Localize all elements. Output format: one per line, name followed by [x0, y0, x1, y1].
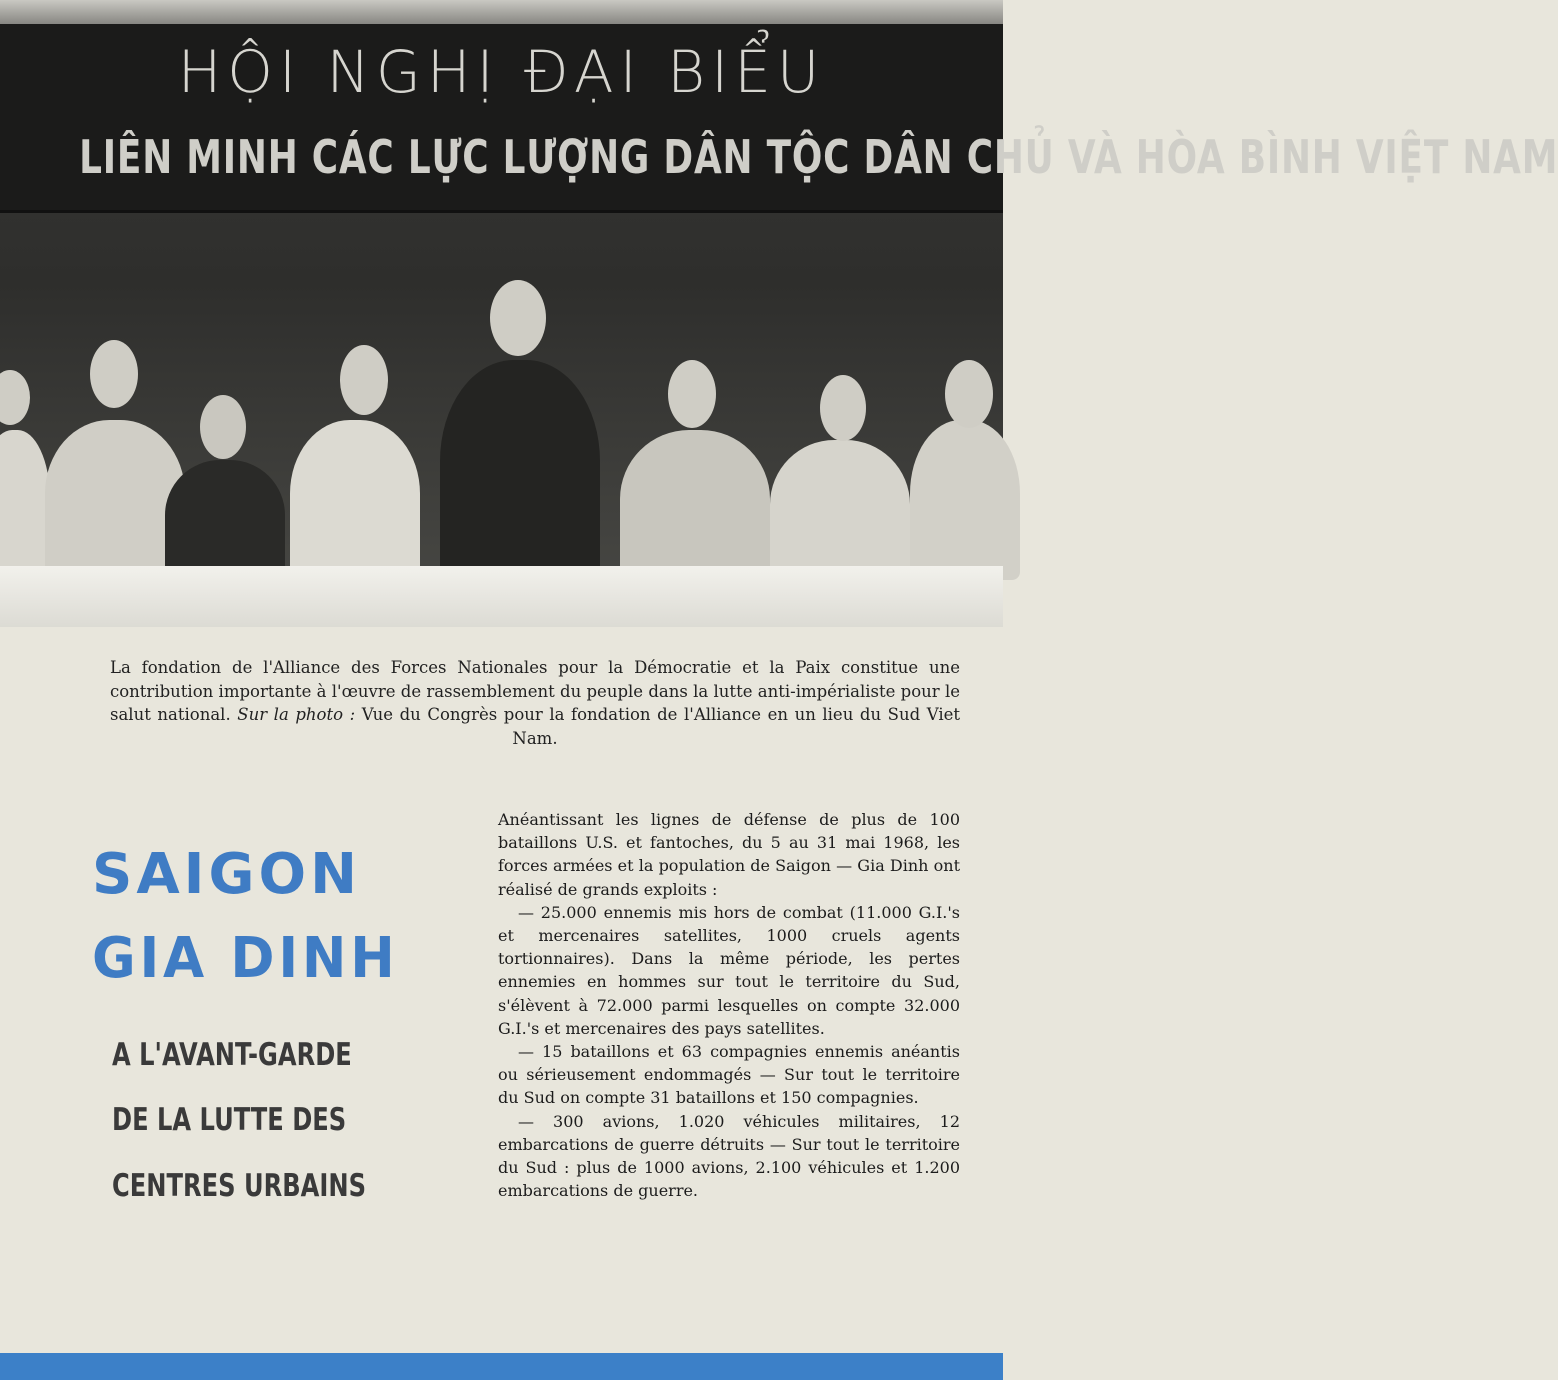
- subtitle-line-1: A L'AVANT-GARDE: [112, 1037, 352, 1073]
- delegate-figure: [770, 440, 910, 580]
- article-body: [498, 808, 960, 1202]
- subtitle-line-2: DE LA LUTTE DES: [112, 1102, 347, 1138]
- delegate-head: [340, 345, 388, 415]
- delegate-figure: [910, 420, 1020, 580]
- delegate-figure: [440, 360, 600, 580]
- bottom-color-bar: [0, 1353, 1003, 1380]
- caption-photo-text: Vue du Congrès pour la fondation de l'Alliance en un lieu du Sud Viet Nam.: [361, 705, 961, 748]
- delegate-figure: [45, 420, 185, 580]
- article-paragraph-1: Anéantissant les lignes de défense de plus de 100 bataillons U.S. et fantoches, du 5 au 31 mai 1968, les forces armées et la population de Saigon — Gia Dinh ont réalisé de grands exploits :: [498, 810, 960, 899]
- delegate-head: [0, 370, 30, 425]
- delegate-head: [200, 395, 246, 459]
- delegate-head: [668, 360, 716, 428]
- title-saigon: SAIGON: [92, 842, 361, 907]
- photo-caption: [110, 656, 960, 750]
- table-edge: [0, 566, 1003, 627]
- article-paragraph-4: — 300 avions, 1.020 véhicules militaires, 12 embarcations de guerre détruits — Sur tout le territoire du Sud : plus de 1000 avions, 2.100 véhicules et 1.200 embarcations de guerre.: [498, 1111, 960, 1201]
- caption-main: La fondation de l'Alliance des Forces Nationales pour la Démocratie et la Paix constitue une contribution importante à l'œuvre de rassemblement du peuple dans la lutte anti-impérialiste pour le salut national.: [110, 658, 960, 724]
- banner-line-2: LIÊN MINH CÁC LỰC LƯỢNG DÂN TỘC DÂN CHỦ VÀ HÒA BÌNH VIỆT NAM: [79, 130, 1558, 184]
- article-paragraph-2: — 25.000 ennemis mis hors de combat (11.000 G.I.'s et mercenaires satellites, 1000 cruels agents tortionnaires). Dans la même période, les pertes ennemies en hommes sur tout le territoire du Sud, s'élèvent à 72.000 parmi lesquelles on compte 32.000 G.I.'s et mercenaires des pays satellites.: [498, 902, 960, 1038]
- delegate-head: [945, 360, 993, 428]
- delegate-figure: [620, 430, 770, 580]
- delegate-figure: [165, 460, 285, 580]
- delegate-figure: [0, 430, 50, 580]
- article-paragraph-3: — 15 bataillons et 63 compagnies ennemis anéantis ou sérieusement endommagés — Sur tout le territoire du Sud on compte 31 bataillons et 150 compagnies.: [498, 1042, 960, 1108]
- banner: [0, 24, 1558, 213]
- delegate-head: [820, 375, 866, 441]
- banner-line-1: HỘI NGHỊ ĐẠI BIỂU: [177, 38, 826, 106]
- subtitle-line-3: CENTRES URBAINS: [112, 1168, 367, 1204]
- delegate-head: [90, 340, 138, 408]
- delegate-figure: [290, 420, 420, 580]
- congress-photo: [0, 0, 1558, 627]
- title-gia-dinh: GIA DINH: [92, 926, 399, 991]
- delegate-head: [490, 280, 546, 356]
- caption-label: Sur la photo :: [237, 705, 356, 724]
